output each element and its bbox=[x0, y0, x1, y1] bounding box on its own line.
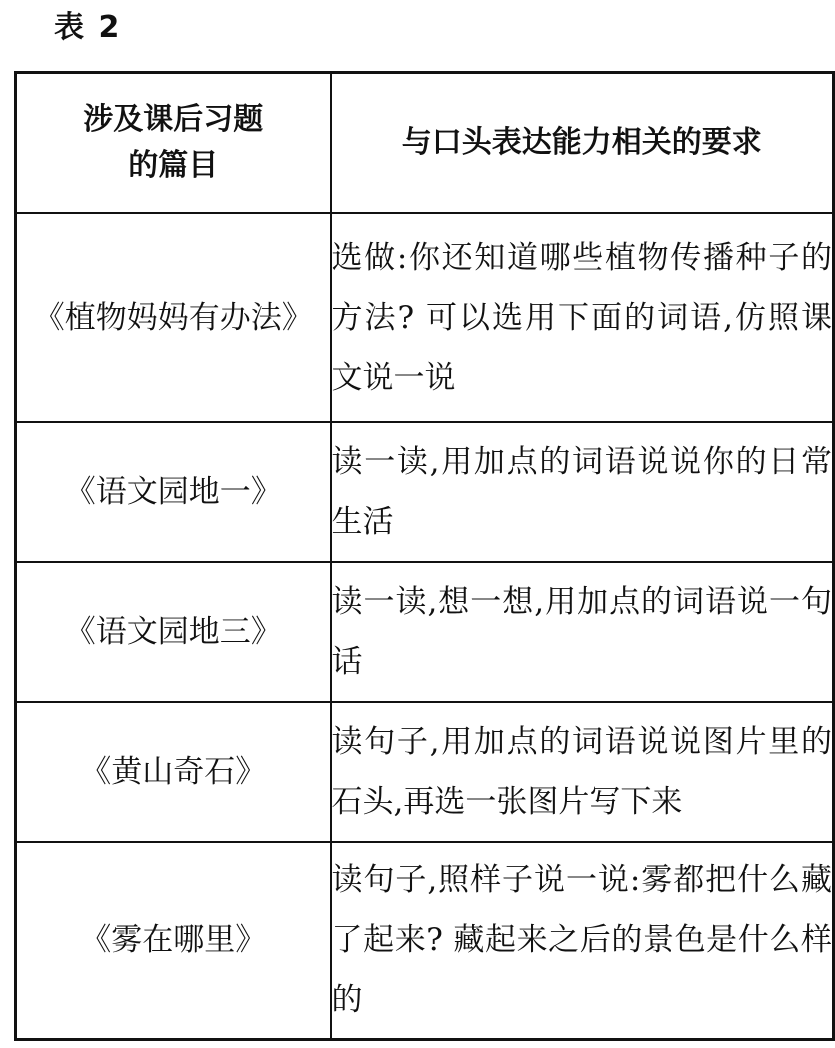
requirement-cell: 读一读,用加点的词语说说你的日常生活 bbox=[331, 422, 834, 562]
requirement-cell: 读一读,想一想,用加点的词语说一句话 bbox=[331, 562, 834, 702]
lesson-title-cell: 《雾在哪里》 bbox=[16, 842, 331, 1039]
header-lesson-titles: 涉及课后习题的篇目 bbox=[16, 73, 331, 214]
table-row bbox=[16, 842, 834, 1039]
table-row bbox=[16, 702, 834, 842]
table-header-row bbox=[16, 73, 834, 214]
table-row bbox=[16, 422, 834, 562]
header-oral-requirements: 与口头表达能力相关的要求 bbox=[331, 73, 834, 214]
table-row bbox=[16, 213, 834, 422]
requirement-cell: 读句子,用加点的词语说说图片里的石头,再选一张图片写下来 bbox=[331, 702, 834, 842]
requirements-table bbox=[14, 71, 835, 1041]
table-caption: 表 2 bbox=[54, 10, 122, 45]
requirement-cell: 读句子,照样子说一说:雾都把什么藏了起来? 藏起来之后的景色是什么样的 bbox=[331, 842, 834, 1039]
requirement-cell: 选做:你还知道哪些植物传播种子的方法? 可以选用下面的词语,仿照课文说一说 bbox=[331, 213, 834, 422]
lesson-title-cell: 《语文园地一》 bbox=[16, 422, 331, 562]
table-row bbox=[16, 562, 834, 702]
lesson-title-cell: 《植物妈妈有办法》 bbox=[16, 213, 331, 422]
lesson-title-cell: 《黄山奇石》 bbox=[16, 702, 331, 842]
lesson-title-cell: 《语文园地三》 bbox=[16, 562, 331, 702]
